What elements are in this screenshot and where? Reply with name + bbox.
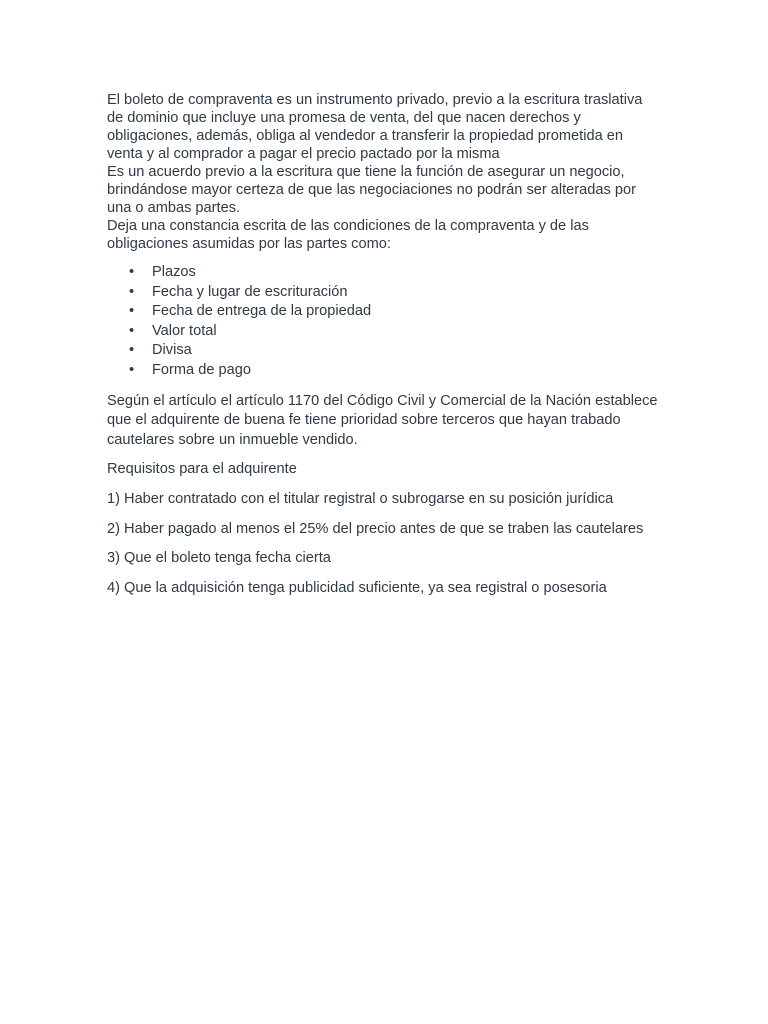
bullet-icon: • <box>129 322 135 339</box>
list-item <box>129 283 667 303</box>
bullet-icon: • <box>129 264 135 280</box>
requirement-item: 1) Haber contratado con el titular registral o subrogarse en su posición jurídica <box>107 490 614 507</box>
intro-section <box>107 91 667 253</box>
article-paragraph: Según el artículo el artículo 1170 del Código Civil y Comercial de la Nación establece que el adquirente de buena fe tiene prioridad sobre terceros que hayan trabado cautelares sobre un inmueble vendido. <box>107 392 658 448</box>
list-item-label: Valor total <box>152 322 217 339</box>
intro-paragraph-1: El boleto de compraventa es un instrumento privado, previo a la escritura traslativa de dominio que incluye una promesa de venta, del que nacen derechos y obligaciones, además, obliga al vendedor a transferir la propiedad prometida en venta y al comprador a pagar el precio pactado por la misma <box>107 92 643 162</box>
bullet-icon: • <box>129 361 135 378</box>
list-item-label: Fecha de entrega de la propiedad <box>152 303 372 320</box>
requirement-item: 2) Haber pagado al menos el 25% del precio antes de que se traben las cautelares <box>107 520 644 537</box>
document-body <box>107 91 667 598</box>
conditions-list <box>107 263 667 381</box>
requirements-title: Requisitos para el adquirente <box>107 461 297 478</box>
requirement-item: 4) Que la adquisición tenga publicidad suficiente, ya sea registral o posesoria <box>107 579 607 596</box>
list-item-label: Fecha y lugar de escrituración <box>152 283 348 300</box>
bullet-icon: • <box>129 303 135 320</box>
list-item-label: Forma de pago <box>152 361 251 378</box>
requirement-item: 3) Que el boleto tenga fecha cierta <box>107 550 331 567</box>
bullet-icon: • <box>129 342 135 359</box>
list-item-label: Plazos <box>152 264 196 280</box>
list-item <box>129 302 667 322</box>
intro-paragraph-2: Es un acuerdo previo a la escritura que tiene la función de asegurar un negocio, brindándose mayor certeza de que las negociaciones no podrán ser alteradas por una o ambas partes. <box>107 164 636 216</box>
list-item-label: Divisa <box>152 342 192 359</box>
list-item <box>129 361 667 381</box>
list-item <box>129 322 667 342</box>
intro-paragraph-3: Deja una constancia escrita de las condiciones de la compraventa y de las obligaciones asumidas por las partes como: <box>107 218 589 252</box>
list-item <box>129 263 667 283</box>
list-item <box>129 341 667 361</box>
bullet-icon: • <box>129 283 135 300</box>
